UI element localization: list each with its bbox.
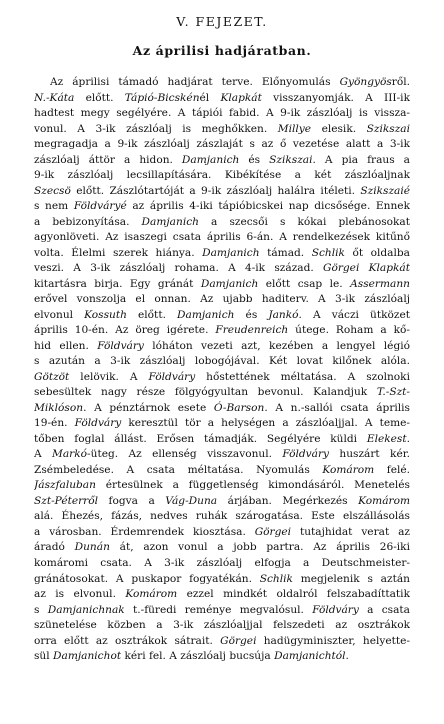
text-run: elvonul xyxy=(34,308,85,321)
italic-name: Schlik xyxy=(259,572,293,585)
italic-name: Szecsö xyxy=(34,184,71,197)
text-run: hadtest megy segélyére. A tápiói fabid. A 9-ik zászlóalj is vissza- xyxy=(34,107,410,120)
italic-name: Damjanich xyxy=(202,246,260,259)
text-run: sebesültek nagy része fölgyógyultan bevonul. Kalandjuk xyxy=(34,386,377,399)
italic-name: Millye xyxy=(277,122,312,135)
italic-name: N.-Káta xyxy=(34,91,75,104)
italic-name: Földváryé xyxy=(73,200,127,213)
text-run: él xyxy=(199,91,221,104)
text-line xyxy=(34,91,410,107)
text-run: támad. xyxy=(259,246,312,259)
text-line xyxy=(34,246,410,262)
text-line xyxy=(34,603,410,619)
text-run: Zsémbeledése. A csata méltatása. Nyomulás xyxy=(34,463,323,476)
text-line xyxy=(34,215,410,231)
text-run: útege. Roham a kő- xyxy=(288,324,410,337)
italic-name: Damjanich xyxy=(200,277,259,290)
text-run: . xyxy=(406,432,410,445)
italic-name: Szikszaié xyxy=(360,184,410,197)
text-line xyxy=(34,572,410,588)
text-run: és xyxy=(234,308,269,321)
italic-name: Jászfaluban xyxy=(34,479,96,492)
text-line xyxy=(34,634,410,650)
text-run: előtt. xyxy=(74,91,125,104)
italic-name: Damjanich xyxy=(181,153,240,166)
italic-name: Földváry xyxy=(97,339,144,352)
italic-name: Komárom xyxy=(125,588,178,601)
chapter-heading: V. FEJEZET. xyxy=(176,14,268,29)
text-run: . A n.-sallói csata április xyxy=(264,401,410,414)
text-run: . A váczi ütközet xyxy=(298,308,410,321)
italic-name: Gyöngyös xyxy=(339,76,392,88)
text-run: előtt. xyxy=(126,308,178,321)
text-run: szünetelése közben a 3-ik zászlóaljjal felszedeti az osztrákok xyxy=(34,619,410,632)
text-run: felé. xyxy=(374,463,410,476)
chapter-summary xyxy=(34,75,410,665)
text-run: A xyxy=(34,448,53,461)
italic-name: Földváry xyxy=(282,448,330,461)
text-line xyxy=(34,277,410,293)
italic-name: Schlik xyxy=(311,246,345,259)
italic-name: Szikszai xyxy=(366,122,410,135)
text-run: tutajhidat verat az xyxy=(291,525,410,538)
text-line xyxy=(34,401,410,417)
italic-name: Damjanichnak xyxy=(47,603,125,616)
text-line xyxy=(34,540,410,556)
text-run: kitartásra birja. Egy gránát xyxy=(34,277,201,290)
text-line xyxy=(34,339,410,355)
text-run: s xyxy=(34,603,48,616)
text-line xyxy=(34,416,410,432)
text-run: át, azon vonul a jobb partra. Az április 26-iki xyxy=(109,541,410,554)
text-run: zászlóalj áttör a hidon. xyxy=(34,153,182,166)
italic-name: Miklóson xyxy=(34,401,84,414)
text-line xyxy=(34,494,410,510)
text-run: elesik. xyxy=(311,122,367,135)
text-line xyxy=(34,323,410,339)
italic-name: Komárom xyxy=(322,463,375,476)
text-line xyxy=(34,385,410,401)
text-run: s nem xyxy=(34,200,74,213)
text-run: komáromi csata. A 3-ik zászlóalj elfogja a Deutschmeister- xyxy=(34,556,410,569)
text-line xyxy=(34,509,410,525)
italic-name: Szikszai xyxy=(269,153,313,166)
text-run: alá. Éhezés, fázás, nedves ruhák szárogatása. Este elszállásolás xyxy=(34,510,410,523)
text-run: agyonlöveti. Az isaszegi csata április 6-án. A rendelkezések kitűnő xyxy=(34,231,410,244)
text-line xyxy=(34,556,410,572)
text-run: volta. Élelmi szerek hiánya. xyxy=(34,246,203,259)
text-line xyxy=(34,168,410,184)
text-run: fogva a xyxy=(98,494,166,507)
italic-name: Vág-Duna xyxy=(165,494,218,507)
text-run: 9-ik zászlóalj lecsillapítására. Kibékítése a két zászlóaljnak xyxy=(34,169,410,182)
text-run: kéri fel. A zászlóalj bucsúja xyxy=(121,650,275,663)
text-run: keresztül tör a helységen a zászlóaljjal. A teme- xyxy=(121,417,410,430)
italic-name: Damjanich xyxy=(177,308,235,321)
text-run: sül xyxy=(34,650,54,663)
italic-name: T.-Szt- xyxy=(376,386,410,399)
text-run: lóháton vezeti azt, kezében a lengyel légió xyxy=(143,339,410,352)
italic-name: Markó xyxy=(52,448,88,461)
text-run: -üteg. Az ellenség visszavonul. xyxy=(87,448,283,461)
text-run: veszi. A 3-ik zászlóalj rohama. A 4-ik század. xyxy=(34,262,323,275)
text-run: a városban. Érdemrendek kiosztása. xyxy=(34,525,255,538)
text-run: őt oldalba xyxy=(344,246,410,259)
text-line xyxy=(34,308,410,324)
italic-name: Tápió-Bicskén xyxy=(124,91,200,104)
text-line xyxy=(34,618,410,634)
text-line xyxy=(34,463,410,479)
italic-name: Freudenreich xyxy=(215,324,289,337)
italic-name: Damjanichot xyxy=(53,650,122,663)
text-run: ről. xyxy=(391,76,410,88)
text-line xyxy=(34,75,410,91)
text-line xyxy=(34,478,410,494)
text-run: t.-füredi reménye megvalósul. xyxy=(124,603,313,616)
text-line xyxy=(34,370,410,386)
italic-name: Götzöt xyxy=(34,370,70,383)
text-run: előtt. Zászlótartóját a 9-ik zászlóalj halálra itéleti. xyxy=(70,184,361,197)
text-line xyxy=(34,199,410,215)
text-run: tőben foglal állást. Erősen támadják. Segélyére küldi xyxy=(34,432,367,445)
text-line xyxy=(34,261,410,277)
italic-name: Damjanichtól xyxy=(274,650,346,663)
text-run: előtt csap le. xyxy=(258,277,351,290)
text-run: hid ellen. xyxy=(34,339,98,352)
text-run: orra előtt az osztrákok sátrait. xyxy=(34,634,221,647)
italic-name: Klapkát xyxy=(220,91,262,104)
italic-name: Jankó xyxy=(268,308,299,321)
text-run: a csata xyxy=(358,603,410,616)
italic-name: Kossuth xyxy=(84,308,127,321)
chapter-title: Az áprilisi hadjáratban. xyxy=(132,43,312,58)
text-line xyxy=(34,230,410,246)
text-line xyxy=(34,432,410,448)
text-run: . A pénztárnok esete xyxy=(83,401,214,414)
text-run: 19-én. xyxy=(34,417,75,430)
text-run: s azután a 3-ik zászlóalj lobogójával. Két lovat kilőnek alóla. xyxy=(34,355,410,368)
text-line xyxy=(34,292,410,308)
italic-name: Görgei xyxy=(254,525,292,538)
text-run: megragadja a 9-ik zászlóalj zászlaját s az ő vezetése alatt a 3-ik xyxy=(34,138,410,151)
text-line xyxy=(34,587,410,603)
text-line xyxy=(34,137,410,153)
text-line xyxy=(34,153,410,169)
text-line xyxy=(34,184,410,200)
italic-name: Assermann xyxy=(350,277,410,290)
text-run: áradó xyxy=(34,541,75,554)
italic-name: Ó-Barson xyxy=(213,401,265,414)
text-run: a szecsői s kókai plebánosokat xyxy=(198,215,410,228)
text-run: Az áprilisi támadó hadjárat terve. Előnyomulás xyxy=(50,76,340,88)
text-line xyxy=(34,122,410,138)
italic-name: Elekest xyxy=(366,432,407,445)
text-run: visszanyomják. A III-ik xyxy=(261,91,410,104)
text-run: április 10-én. Az öreg igérete. xyxy=(34,324,216,337)
text-run: értesülnek a függetlenség kimondásáról. Menetelés xyxy=(95,479,410,492)
text-run: árjában. Megérkezés xyxy=(217,494,359,507)
text-run: hadügyminiszter, helyette- xyxy=(256,634,410,647)
text-run: . xyxy=(345,650,349,663)
text-run: az április 4-iki tápióbicskei nap dicsősége. Ennek xyxy=(126,200,410,213)
italic-name: Földváry xyxy=(312,603,359,616)
text-run: gránátosokat. A puskapor fogyatékán. xyxy=(34,572,260,585)
text-line xyxy=(34,649,410,665)
text-run: a bebizonyítása. xyxy=(34,215,142,228)
text-run: hőstettének méltatása. A szolnoki xyxy=(195,370,410,383)
italic-name: Görgei Klapkát xyxy=(323,262,410,275)
italic-name: Dunán xyxy=(74,541,110,554)
text-run: ezzel mindkét oldalról felszabadíttatik xyxy=(177,588,410,601)
italic-name: Komárom xyxy=(358,494,410,507)
text-line xyxy=(34,354,410,370)
text-run: erővel vonszolja el onnan. Az ujabb haditerv. A 3-ik zászlóalj xyxy=(34,293,410,306)
text-run: és xyxy=(239,153,270,166)
text-run: lelövik. A xyxy=(69,370,149,383)
text-run: huszárt kér. xyxy=(329,448,410,461)
text-run: megjelenik s aztán xyxy=(292,572,410,585)
italic-name: Görgei xyxy=(220,634,257,647)
italic-name: Földváry xyxy=(148,370,196,383)
text-line xyxy=(34,106,410,122)
text-run: vonul. A 3-ik zászlóalj is meghőkken. xyxy=(34,122,278,135)
text-run: . A pia fraus a xyxy=(312,153,410,166)
italic-name: Damjanich xyxy=(141,215,199,228)
text-run: az is elvonul. xyxy=(34,588,126,601)
italic-name: Földváry xyxy=(74,417,122,430)
text-line xyxy=(34,447,410,463)
italic-name: Szt-Péterről xyxy=(34,494,99,507)
text-line xyxy=(34,525,410,541)
